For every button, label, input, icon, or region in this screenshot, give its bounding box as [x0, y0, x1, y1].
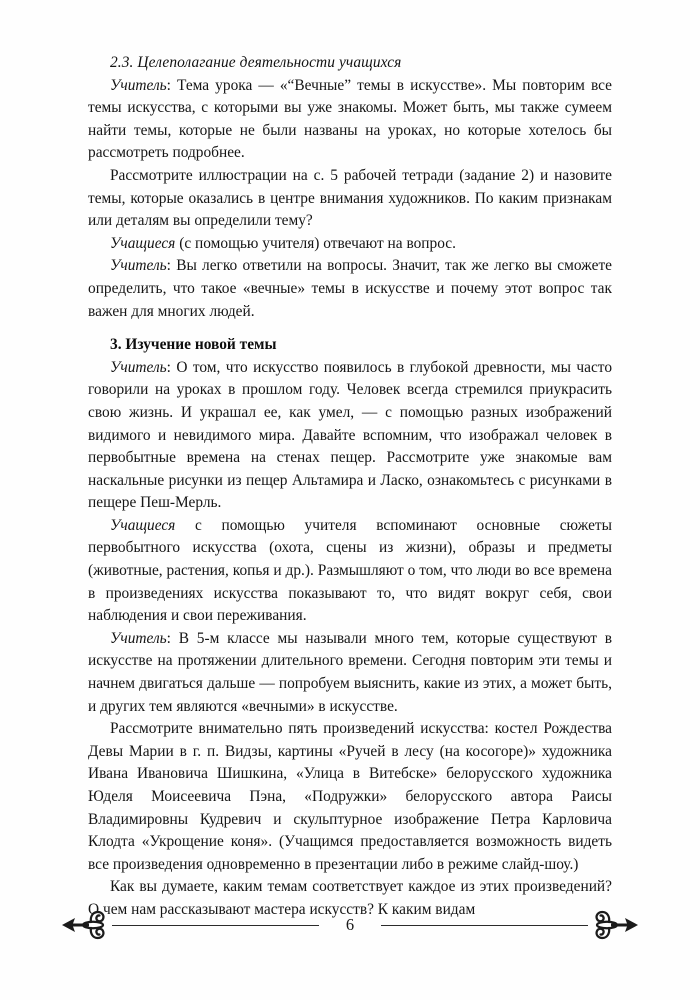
paragraph-text: Тема урока — «“Вечные” темы в искусстве». Мы повторим все темы искусства, с которыми вы уже знакомы. Может быть, мы также сумеем найти темы, которые не были названы на уроках, но которые хотелось бы рассмотреть подробнее. [88, 76, 613, 162]
paragraph-teacher-easy [88, 255, 612, 323]
paragraph-text: Вы легко ответили на вопросы. Значит, так же легко вы сможете определить, что такое «вечные» темы в искусстве и почему этот вопрос так важен для многих людей. [88, 257, 612, 320]
speaker-suffix [175, 517, 195, 534]
speaker-label: Учащиеся [110, 516, 176, 534]
speaker-label: Учитель [110, 257, 167, 275]
speaker-label: Учитель [110, 629, 167, 647]
fleuron-arrow-right-icon [594, 908, 640, 942]
paragraph-students-answer [88, 233, 612, 256]
paragraph-text: Рассмотрите иллюстрации на с. 5 рабочей тетради (задание 2) и назовите темы, которые оказались в центре внимания художников. По каким признакам или деталям вы определили тему? [88, 166, 612, 230]
paragraph-teacher-topic [88, 75, 612, 165]
paragraph-teacher-grade5 [88, 628, 612, 718]
speaker-label: Учитель [110, 358, 167, 376]
speaker-label: Учащиеся [110, 234, 176, 252]
paragraph-text: с помощью учителя вспоминают основные сюжеты первобытного искусства (охота, сцены из жизни), образы и предметы (животные, растения, копья и др.). Размышляют о том, что люди во все времена в произведениях искусства показывают то, что видят вокруг себя, свои наблюдения и свои переживания. [88, 516, 612, 625]
page-footer [60, 905, 640, 945]
speaker-label: Учитель [110, 76, 167, 94]
paragraph-text: (с помощью учителя) отвечают на вопрос. [179, 234, 456, 252]
page-number: 6 [345, 914, 355, 934]
paragraph-five-artworks [88, 718, 612, 876]
fleuron-arrow-left-icon [60, 908, 106, 942]
paragraph-students-recall [88, 515, 612, 628]
paragraph-look-illustrations [88, 165, 612, 233]
speaker-suffix: : [166, 358, 177, 376]
paragraph-teacher-ancient [88, 357, 612, 515]
subsection-heading-3: 3. Изучение новой темы [110, 336, 277, 354]
speaker-suffix: : [166, 629, 179, 647]
page-content [88, 52, 612, 922]
footer-rule-right [381, 925, 588, 926]
paragraph-text: О том, что искусство появилось в глубокой древности, мы часто говорили на уроках в прошлом году. Человек всегда стремился приукрасить свою жизнь. И украшал ее, как умел, — с помощью разных изображений видимого и невидимого мира. Давайте вспомним, что изображал человек в первобытные времена на стенах пещер. Рассмотрите уже знакомые вам наскальные рисунки из пещер Альтамира и Ласко, ознакомьтесь с рисунками в пещере Пеш-Мерль. [88, 358, 613, 512]
speaker-suffix: : [166, 257, 177, 275]
section-heading-2-3: 2.3. Целеполагание деятельности учащихся [110, 54, 402, 71]
paragraph-text: Рассмотрите внимательно пять произведений искусства: костел Рождества Девы Марии в г. п. Видзы, картины «Ручей в лесу (на косогоре)» художника Ивана Ивановича Шишкина, «Улица в Витебске» белорусского художника Юделя Моисеевича Пэна, «Подружки» белорусского автора Раисы Владимировны Кудревич и скульптурное изображение Петра Карловича Клодта «Укрощение коня». (Учащимся предоставляется возможность видеть все произведения одновременно в презентации либо в режиме слайд-шоу.) [88, 720, 612, 873]
paragraph-text: В 5-м классе мы называли много тем, которые существуют в искусстве на протяжении длительного времени. Сегодня повторим эти темы и начнем двигаться дальше — попробуем выяснить, какие из этих, а может быть, и других тем являются «вечными» в искусстве. [88, 629, 612, 715]
footer-rule-left [112, 925, 319, 926]
speaker-suffix: : [166, 76, 178, 94]
paragraph-text: Как вы думаете, каким темам соответствует каждое из этих произведений? О чем нам рассказывают мастера искусств? К каким видам [88, 878, 612, 918]
